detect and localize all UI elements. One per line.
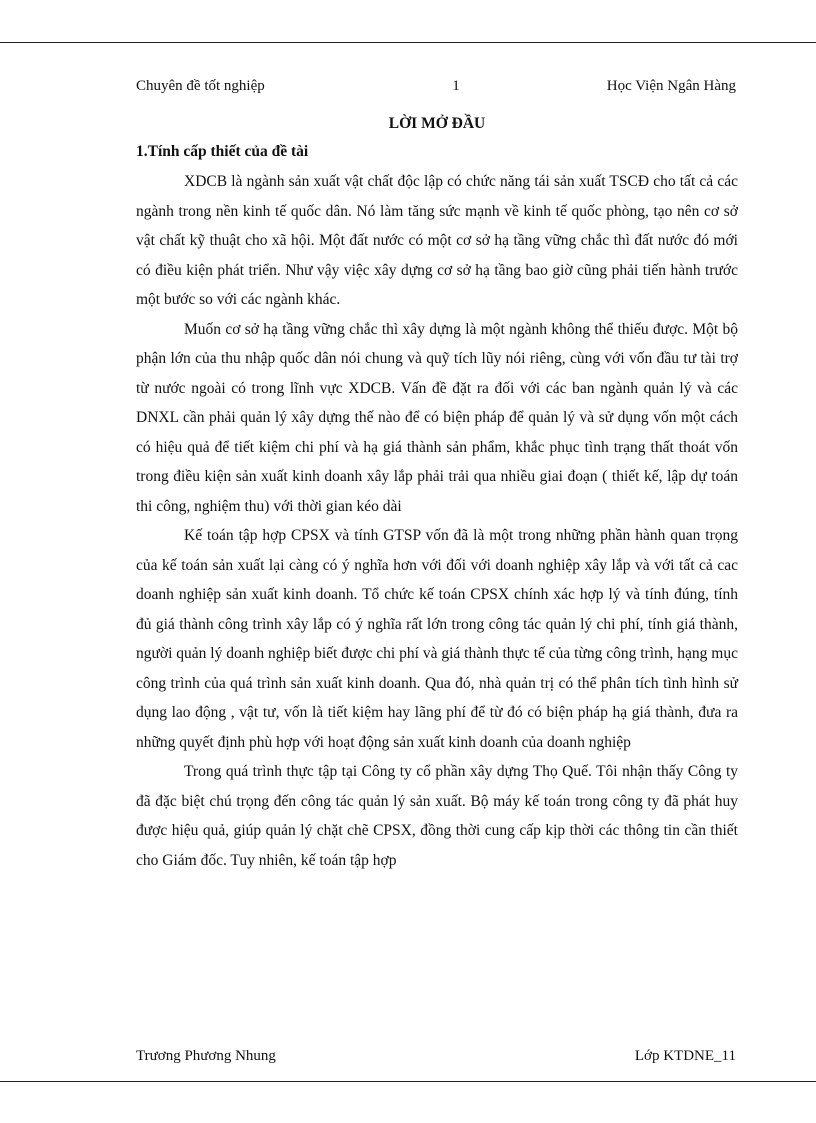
footer-class: Lớp KTDNE_11 [634,1048,736,1064]
paragraph-2: Muốn cơ sở hạ tầng vững chắc thì xây dựng là một ngành không thể thiếu được. Một bộ phận lớn của thu nhập quốc dân nói chung và quỹ tích lũy nói riêng, cùng với vốn đầu tư tài trợ từ nước ngoài có trong lĩnh vực XDCB. Vấn đề đặt ra đối với các ban ngành quản lý và các DNXL cần phải quản lý xây dựng thế nào để có biện pháp để quản lý và sử dụng vốn một cách có hiệu quả để tiết kiệm chi phí và hạ giá thành sản phẩm, khắc phục tình trạng thất thoát vốn trong điều kiện sản xuất kinh doanh xây lắp phải trải qua nhiều giai đoạn ( thiết kế, lập dự toán thi công, nghiệm thu) với thời gian kéo dài [136,320,738,515]
page-number: 1 [452,78,460,94]
header-left-text: Chuyên đề tốt nghiệp [136,78,265,94]
paragraph-1: XDCB là ngành sản xuất vật chất độc lập có chức năng tái sản xuất TSCĐ cho tất cả các ngành trong nền kinh tế quốc dân. Nó làm tăng sức mạnh về kinh tế quốc phòng, tạo nên cơ sở vật chất kỹ thuật cho xã hội. Một đất nước có một cơ sở hạ tầng vững chắc thì đất nước đó mới có điều kiện phát triển. Như vậy việc xây dựng cơ sở hạ tầng bao giờ cũng phải tiến hành trước một bước so với các ngành khác. [136,173,738,308]
page-header [136,75,736,97]
paragraph-4: Trong quá trình thực tập tại Công ty cổ phần xây dựng Thọ Quế. Tôi nhận thấy Công ty đã đặc biệt chú trọng đến công tác quản lý sản xuất. Bộ máy kế toán trong công ty đã phát huy được hiệu quả, giúp quản lý chặt chẽ CPSX, đồng thời cung cấp kịp thời các thông tin cần thiết cho Giám đốc. Tuy nhiên, kế toán tập hợp [136,763,738,869]
document-title: LỜI MỞ ĐẦU [388,115,486,132]
header-right-text: Học Viện Ngân Hàng [606,78,736,94]
page-footer [136,1045,736,1067]
paragraph-3: Kế toán tập hợp CPSX và tính GTSP vốn đã là một trong những phần hành quan trọng của kế toán sản xuất lại càng có ý nghĩa hơn với đối với doanh nghiệp xây lắp và với tất cả cac doanh nghiệp sản xuất kinh doanh. Tổ chức kế toán CPSX chính xác hợp lý và tính đúng, tính đủ giá thành công trình xây lắp có ý nghĩa rất lớn trong công tác quản lý chi phí, tính giá thành, người quản lý doanh nghiệp biết được chi phí và giá thành thực tế của từng công trình, hạng mục công trình của quá trình sản xuất kinh doanh. Qua đó, nhà quản trị có thể phân tích tình hình sử dụng lao động , vật tư, vốn là tiết kiệm hay lãng phí để từ đó có biện pháp hạ giá thành, đưa ra những quyết định phù hợp với hoạt động sản xuất kinh doanh của doanh nghiệp [136,527,738,751]
top-rule [0,42,816,43]
bottom-rule [0,1081,816,1082]
footer-author: Trương Phương Nhung [136,1048,276,1064]
section-heading: 1.Tính cấp thiết của đề tài [136,143,309,160]
document-body [136,111,738,875]
